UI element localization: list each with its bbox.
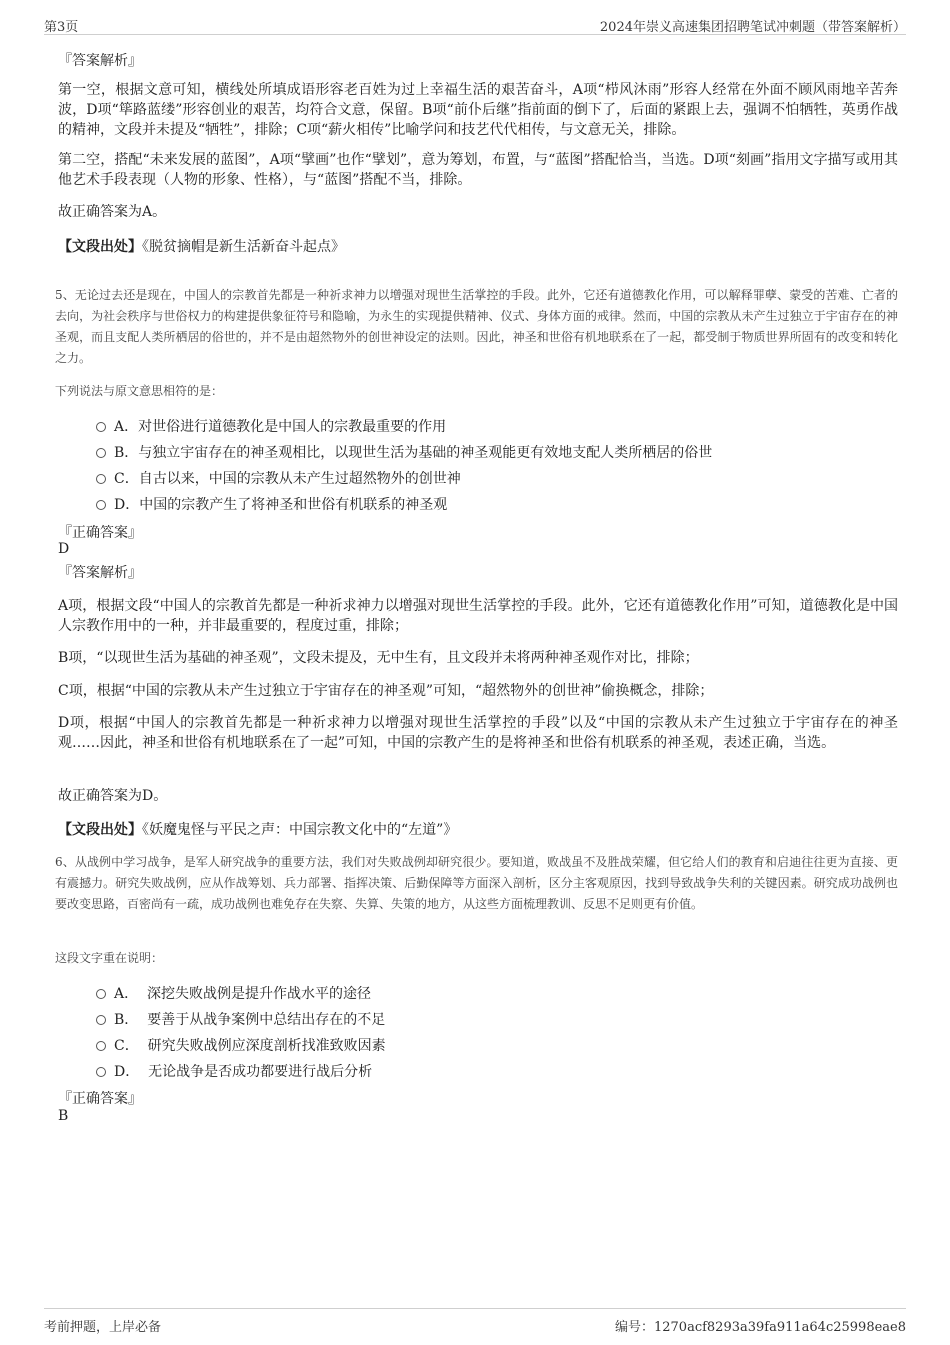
source-label: 【文段出处】 — [58, 822, 142, 838]
code-value: 1270acf8293a39fa911a64c25998eae8 — [653, 1320, 906, 1335]
page-header — [44, 14, 906, 35]
page-footer — [44, 1308, 906, 1333]
analysis-label: 『答案解析』 — [58, 53, 142, 69]
option-letter: A． — [114, 986, 139, 1002]
radio-icon[interactable] — [96, 989, 106, 999]
option-letter: C． — [114, 471, 139, 487]
analysis-conclusion: 故正确答案为D。 — [58, 788, 168, 804]
analysis-label: 『答案解析』 — [58, 565, 142, 581]
footer-slogan: 考前押题，上岸必备 — [44, 1320, 162, 1335]
radio-icon[interactable] — [96, 448, 106, 458]
analysis-paragraph: 第一空，根据文意可知，横线处所填成语形容老百姓为过上幸福生活的艰苦奋斗，A项“栉风沐雨”形容人经常在外面不顾风雨地辛苦奔波，D项“筚路蓝缕”形容创业的艰苦，均符合文意，保留。B项“前仆后继”指前面的倒下了，后面的紧跟上去，强调不怕牺牲，英勇作战的精神，文段并未提及“牺牲”，排除；C项“薪火相传”比喻学问和技艺代代相传，与文意无关，排除。 — [58, 82, 898, 138]
document-title: 2024年崇义高速集团招聘笔试冲刺题（带答案解析） — [599, 20, 906, 35]
option-text: 自古以来，中国的宗教从未产生过超然物外的创世神 — [138, 471, 461, 487]
correct-answer-label: 『正确答案』 — [58, 525, 142, 541]
option-text: 深挖失败战例是提升作战水平的途径 — [147, 986, 372, 1002]
code-label: 编号： — [614, 1320, 654, 1335]
radio-icon[interactable] — [96, 1015, 106, 1025]
correct-answer-label: 『正确答案』 — [58, 1091, 142, 1107]
option-text: 研究失败战例应深度剖析找准致败因素 — [147, 1038, 386, 1054]
question-5-text: 5、无论过去还是现在，中国人的宗教首先都是一种祈求神力以增强对现世生活掌控的手段。此外，它还有道德教化作用，可以解释罪孽、蒙受的苦难、亡者的去向，为社会秩序与世俗权力的构建提供象征符号和隐喻，为永生的实现提供精神、仪式、身体方面的戒律。然而，中国的宗教从未产生过独立于宇宙存在的神圣观，而且支配人类所栖居的俗世的，并不是由超然物外的创世神设定的法则。因此，神圣和世俗有机地联系在了一起，都受制于物质世界所固有的改变和转化之力。 — [55, 288, 898, 365]
correct-answer: D — [58, 541, 70, 557]
question-6-text: 6、从战例中学习战争，是军人研究战争的重要方法，我们对失败战例却研究很少。要知道，败战虽不及胜战荣耀，但它给人们的教育和启迪往往更为直接、更有震撼力。研究失败战例，应从作战筹划、兵力部署、指挥决策、后勤保障等方面深入剖析，区分主客观原因，找到导致战争失利的关键因素。研究成功战例也要改变思路，百密尚有一疏，成功战例也难免存在失察、失算、失策的地方，从这些方面梳理教训、反思不足则更有价值。 — [55, 855, 898, 911]
analysis-conclusion: 故正确答案为A。 — [58, 204, 167, 220]
correct-answer: B — [58, 1108, 69, 1124]
option-letter: C． — [114, 1038, 139, 1054]
source-label: 【文段出处】 — [58, 239, 142, 255]
analysis-paragraph: 第二空，搭配“未来发展的蓝图”，A项“擘画”也作“擘划”，意为筹划，布置，与“蓝图”搭配恰当，当选。D项“刻画”指用文字描写或用其他艺术手段表现（人物的形象、性格），与“蓝图”搭配不当，排除。 — [58, 152, 898, 188]
analysis-paragraph: A项，根据文段“中国人的宗教首先都是一种祈求神力以增强对现世生活掌控的手段。此外，它还有道德教化作用”可知，道德教化是中国人宗教作用中的一种，并非最重要的，程度过重，排除； — [58, 598, 898, 634]
option-text: 要善于从战争案例中总结出存在的不足 — [147, 1012, 386, 1028]
option-text: 与独立宇宙存在的神圣观相比，以现世生活为基础的神圣观能更有效地支配人类所栖居的俗世 — [138, 445, 713, 461]
source-title: 《脱贫摘帽是新生活新奋斗起点》 — [142, 239, 345, 255]
radio-icon[interactable] — [96, 1067, 106, 1077]
option-letter: B． — [114, 1012, 139, 1028]
question-5-prompt: 下列说法与原文意思相符的是： — [55, 384, 224, 398]
document-code — [615, 1316, 906, 1335]
option-letter: B． — [114, 445, 139, 461]
option-letter: D． — [114, 497, 140, 513]
source-citation — [58, 236, 345, 256]
radio-icon[interactable] — [96, 474, 106, 484]
question-6-prompt: 这段文字重在说明： — [55, 951, 164, 965]
option-text: 中国的宗教产生了将神圣和世俗有机联系的神圣观 — [139, 497, 448, 513]
option-letter: D． — [114, 1064, 140, 1080]
page-number: 第3页 — [44, 20, 79, 35]
radio-icon[interactable] — [96, 422, 106, 432]
analysis-paragraph: C项，根据“中国的宗教从未产生过独立于宇宙存在的神圣观”可知，“超然物外的创世神”偷换概念，排除； — [58, 683, 714, 699]
analysis-paragraph: B项，“以现世生活为基础的神圣观”，文段未提及，无中生有，且文段并未将两种神圣观作对比，排除； — [58, 650, 699, 666]
option-text: 对世俗进行道德教化是中国人的宗教最重要的作用 — [138, 419, 447, 435]
radio-icon[interactable] — [96, 500, 106, 510]
option-text: 无论战争是否成功都要进行战后分析 — [148, 1064, 373, 1080]
source-title: 《妖魔鬼怪与平民之声：中国宗教文化中的“左道”》 — [142, 822, 458, 838]
radio-icon[interactable] — [96, 1041, 106, 1051]
analysis-paragraph: D项，根据“中国人的宗教首先都是一种祈求神力以增强对现世生活掌控的手段”以及“中国的宗教从未产生过独立于宇宙存在的神圣观……因此，神圣和世俗有机地联系在了一起”可知，中国的宗教产生的是将神圣和世俗有机联系的神圣观，表述正确，当选。 — [58, 715, 898, 751]
option-letter: A． — [114, 419, 139, 435]
source-citation — [58, 819, 457, 839]
